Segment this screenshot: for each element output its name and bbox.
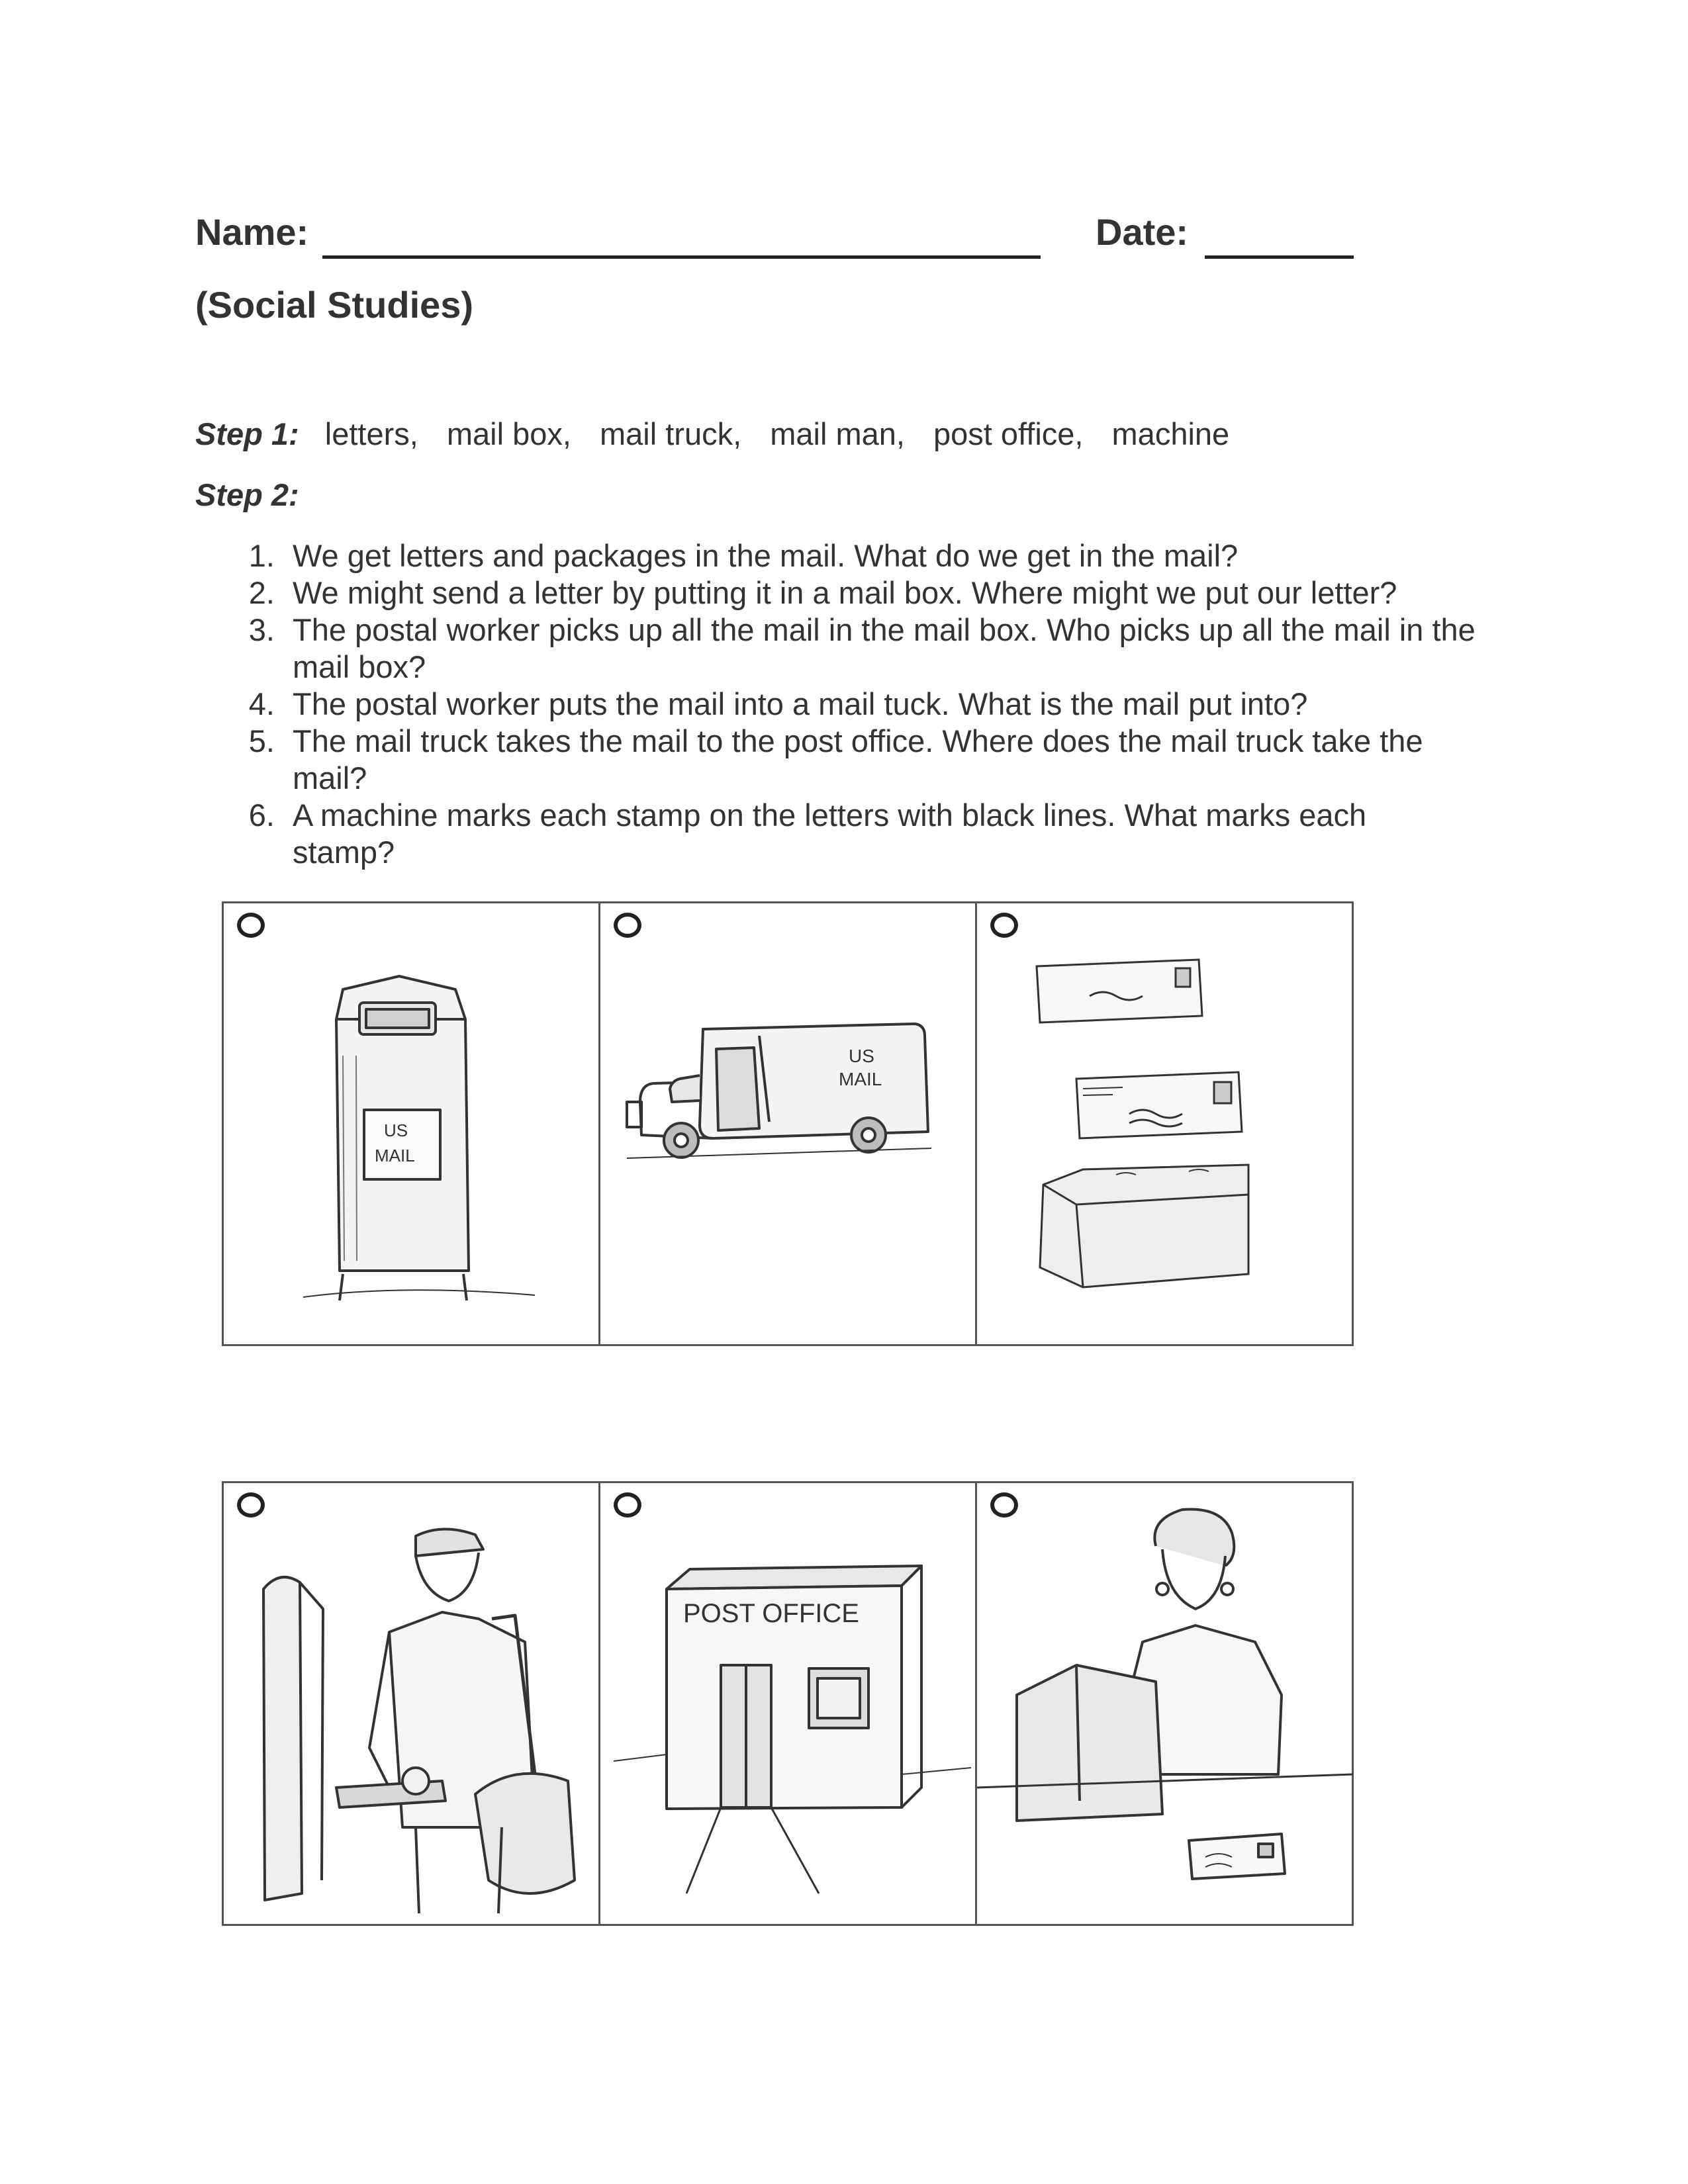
post-office-sign-text: POST OFFICE [683,1599,859,1628]
vocab-word: letters, [324,416,418,451]
question-text: We might send a letter by putting it in a mail box. Where might we put our letter? [293,575,1397,610]
picture-grid-bottom [222,1481,1354,1926]
vocab-word: mail truck, [600,416,742,451]
picture-cell-post-office[interactable] [600,1483,977,1924]
picture-cell-truck[interactable] [600,903,977,1344]
question-text: The postal worker picks up all the mail in the mail box. Who picks up all the mail in the mail box? [293,612,1476,684]
mail-truck-drawing [600,903,976,1344]
mailbox-us-text: US [384,1120,408,1140]
question-item [238,537,1476,574]
picture-cell-postal-worker-machine[interactable] [977,1483,1352,1924]
question-number: 5. [248,723,275,758]
truck-us-text: US [849,1046,874,1066]
postal-clerk-drawing [977,1483,1353,1924]
vocab-word: mail man, [770,416,905,451]
question-text: The mail truck takes the mail to the post office. Where does the mail truck take the mail? [293,723,1423,796]
name-label: Name: [195,211,309,253]
question-number: 1. [248,538,275,573]
date-blank-line[interactable] [1205,255,1354,259]
step1-vocabulary [195,416,1249,452]
post-office-drawing [600,1483,976,1924]
truck-mail-text: MAIL [839,1069,882,1089]
picture-grid-top [222,901,1354,1346]
question-list [238,537,1476,871]
question-number: 2. [248,575,275,610]
question-item [238,612,1476,686]
subject-title: (Social Studies) [195,284,474,326]
vocab-word: post office, [933,416,1084,451]
question-text: A machine marks each stamp on the letters with black lines. What marks each stamp? [293,797,1367,870]
question-number: 4. [248,686,275,721]
date-label: Date: [1096,211,1189,253]
question-item [238,574,1476,612]
question-number: 6. [248,797,275,833]
question-item [238,723,1476,797]
picture-cell-mail-man[interactable] [224,1483,600,1924]
question-number: 3. [248,612,275,647]
question-text: The postal worker puts the mail into a mail tuck. What is the mail put into? [293,686,1308,721]
question-text: We get letters and packages in the mail. What do we get in the mail? [293,538,1239,573]
vocab-word: machine [1111,416,1230,451]
question-item [238,797,1476,871]
letters-and-package-drawing [977,903,1353,1344]
mailbox-mail-text: MAIL [375,1146,415,1165]
picture-cell-letters-package[interactable] [977,903,1352,1344]
mailbox-drawing [224,903,600,1344]
step2-label: Step 2: [195,477,299,512]
mail-man-drawing [224,1483,600,1924]
vocab-word: mail box, [446,416,571,451]
step1-label: Step 1: [195,416,299,451]
picture-cell-mailbox[interactable] [224,903,600,1344]
name-blank-line[interactable] [322,255,1041,259]
question-item [238,686,1476,723]
header-line [195,210,1360,263]
